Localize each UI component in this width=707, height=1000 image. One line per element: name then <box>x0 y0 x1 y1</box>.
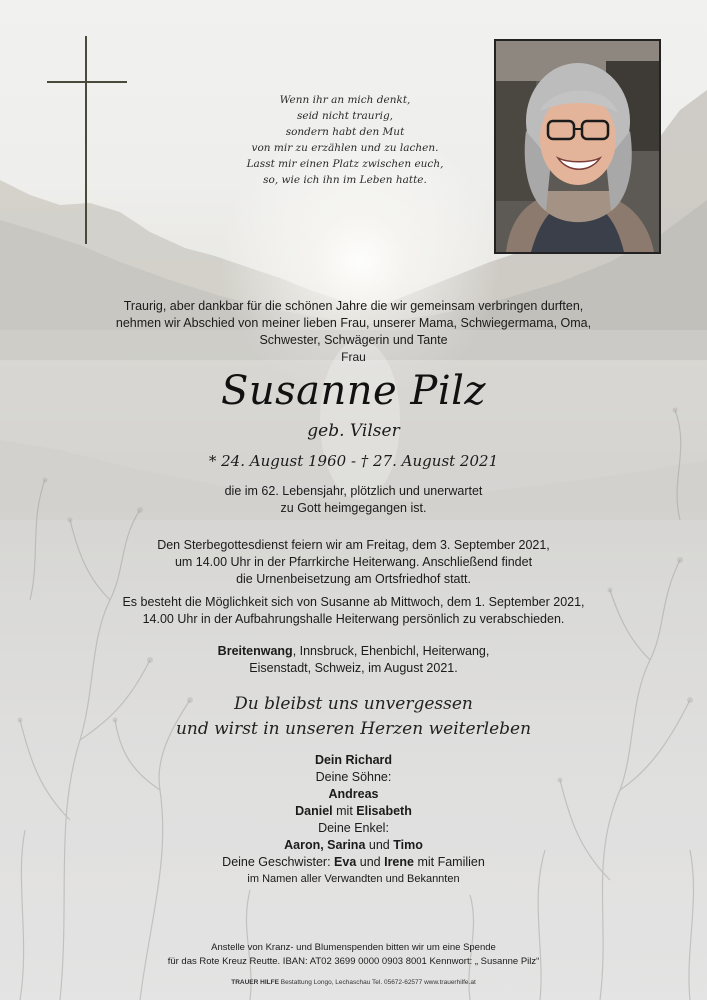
viewing-line: 14.00 Uhr in der Aufbahrungshalle Heiterwang persönlich zu verabschieden. <box>142 612 565 626</box>
places-line <box>0 643 707 660</box>
family-son: Andreas <box>328 787 379 801</box>
donation-line: Anstelle von Kranz- und Blumenspenden bitten wir um eine Spende <box>211 942 496 953</box>
family-connector: und <box>365 838 394 852</box>
poem-line: Lasst mir einen Platz zwischen euch, <box>246 158 444 170</box>
age-line: zu Gott heimgegangen ist. <box>280 501 427 515</box>
family-connector: mit <box>332 804 357 818</box>
family-siblings-row <box>0 854 707 871</box>
family-sibling: Eva <box>334 855 357 869</box>
service-line: die Urnenbeisetzung am Ortsfriedhof statt. <box>236 572 471 586</box>
family-siblings-end: mit Familien <box>413 855 485 869</box>
family-husband: Dein Richard <box>314 753 393 767</box>
age-text <box>0 483 707 517</box>
portrait-photo <box>494 39 661 254</box>
places-rest: , Innsbruck, Ehenbichl, Heiterwang, <box>292 644 490 658</box>
family-siblings-label: Deine Geschwister: <box>222 855 335 869</box>
poem-line: von mir zu erzählen und zu lachen. <box>251 142 439 154</box>
footer-brand: TRAUER HILFE <box>231 979 279 986</box>
donation-line: für das Rote Kreuz Reutte. IBAN: AT02 3699 0000 0903 8001 Kennwort: „ Susanne Pilz“ <box>167 956 540 967</box>
intro-line: nehmen wir Abschied von meiner lieben Frau, unserer Mama, Schwiegermama, Oma, <box>115 316 592 330</box>
poem-line: so, wie ich ihn im Leben hatte. <box>263 174 427 186</box>
donation-note <box>0 941 707 969</box>
family-grandchildren-label: Deine Enkel: <box>318 821 389 835</box>
family-list <box>0 752 707 888</box>
family-grandchildren: Timo <box>393 838 423 852</box>
footer-info: Bestattung Longo, Lechaschau Tel. 05672-62577 www.trauerhilfe.at <box>278 979 476 986</box>
viewing-line: Es besteht die Möglichkeit sich von Susanne ab Mittwoch, dem 1. September 2021, <box>122 595 585 609</box>
intro-title: Frau <box>341 350 366 364</box>
family-grandchildren-row <box>0 837 707 854</box>
verse <box>0 692 707 742</box>
family-grandchildren: Aaron, Sarina <box>284 838 366 852</box>
places-line: Eisenstadt, Schweiz, im August 2021. <box>249 661 458 675</box>
service-text <box>0 537 707 588</box>
cross-icon <box>47 36 127 246</box>
poem-line: seid nicht traurig, <box>296 110 394 122</box>
intro-text <box>0 298 707 366</box>
service-line: Den Sterbegottesdienst feiern wir am Freitag, dem 3. September 2021, <box>157 538 550 552</box>
intro-line: Traurig, aber dankbar für die schönen Jahre die wir gemeinsam verbringen durften, <box>123 299 584 313</box>
family-sons-label: Deine Söhne: <box>315 770 392 784</box>
places-text <box>0 643 707 677</box>
viewing-text <box>0 594 707 628</box>
age-line: die im 62. Lebensjahr, plötzlich und unerwartet <box>224 484 483 498</box>
verse-line: Du bleibst uns unvergessen <box>234 694 473 714</box>
poem-line: sondern habt den Mut <box>285 126 405 138</box>
places-town: Breitenwang <box>217 644 293 658</box>
family-sibling: Irene <box>384 855 414 869</box>
family-relatives: im Namen aller Verwandten und Bekannten <box>247 873 460 885</box>
life-dates: * 24. August 1960 - † 27. August 2021 <box>208 452 499 470</box>
service-line: um 14.00 Uhr in der Pfarrkirche Heiterwang. Anschließend findet <box>174 555 533 569</box>
verse-line: und wirst in unseren Herzen weiterleben <box>175 719 532 739</box>
poem <box>230 92 460 188</box>
family-partner: Elisabeth <box>356 804 412 818</box>
family-son-row <box>0 803 707 820</box>
family-son: Daniel <box>295 804 333 818</box>
family-connector: und <box>356 855 385 869</box>
maiden-name: geb. Vilser <box>307 421 400 441</box>
intro-line: Schwester, Schwägerin und Tante <box>259 333 448 347</box>
deceased-name: Susanne Pilz <box>220 368 487 414</box>
footer-credit <box>0 978 707 988</box>
poem-line: Wenn ihr an mich denkt, <box>279 94 411 106</box>
